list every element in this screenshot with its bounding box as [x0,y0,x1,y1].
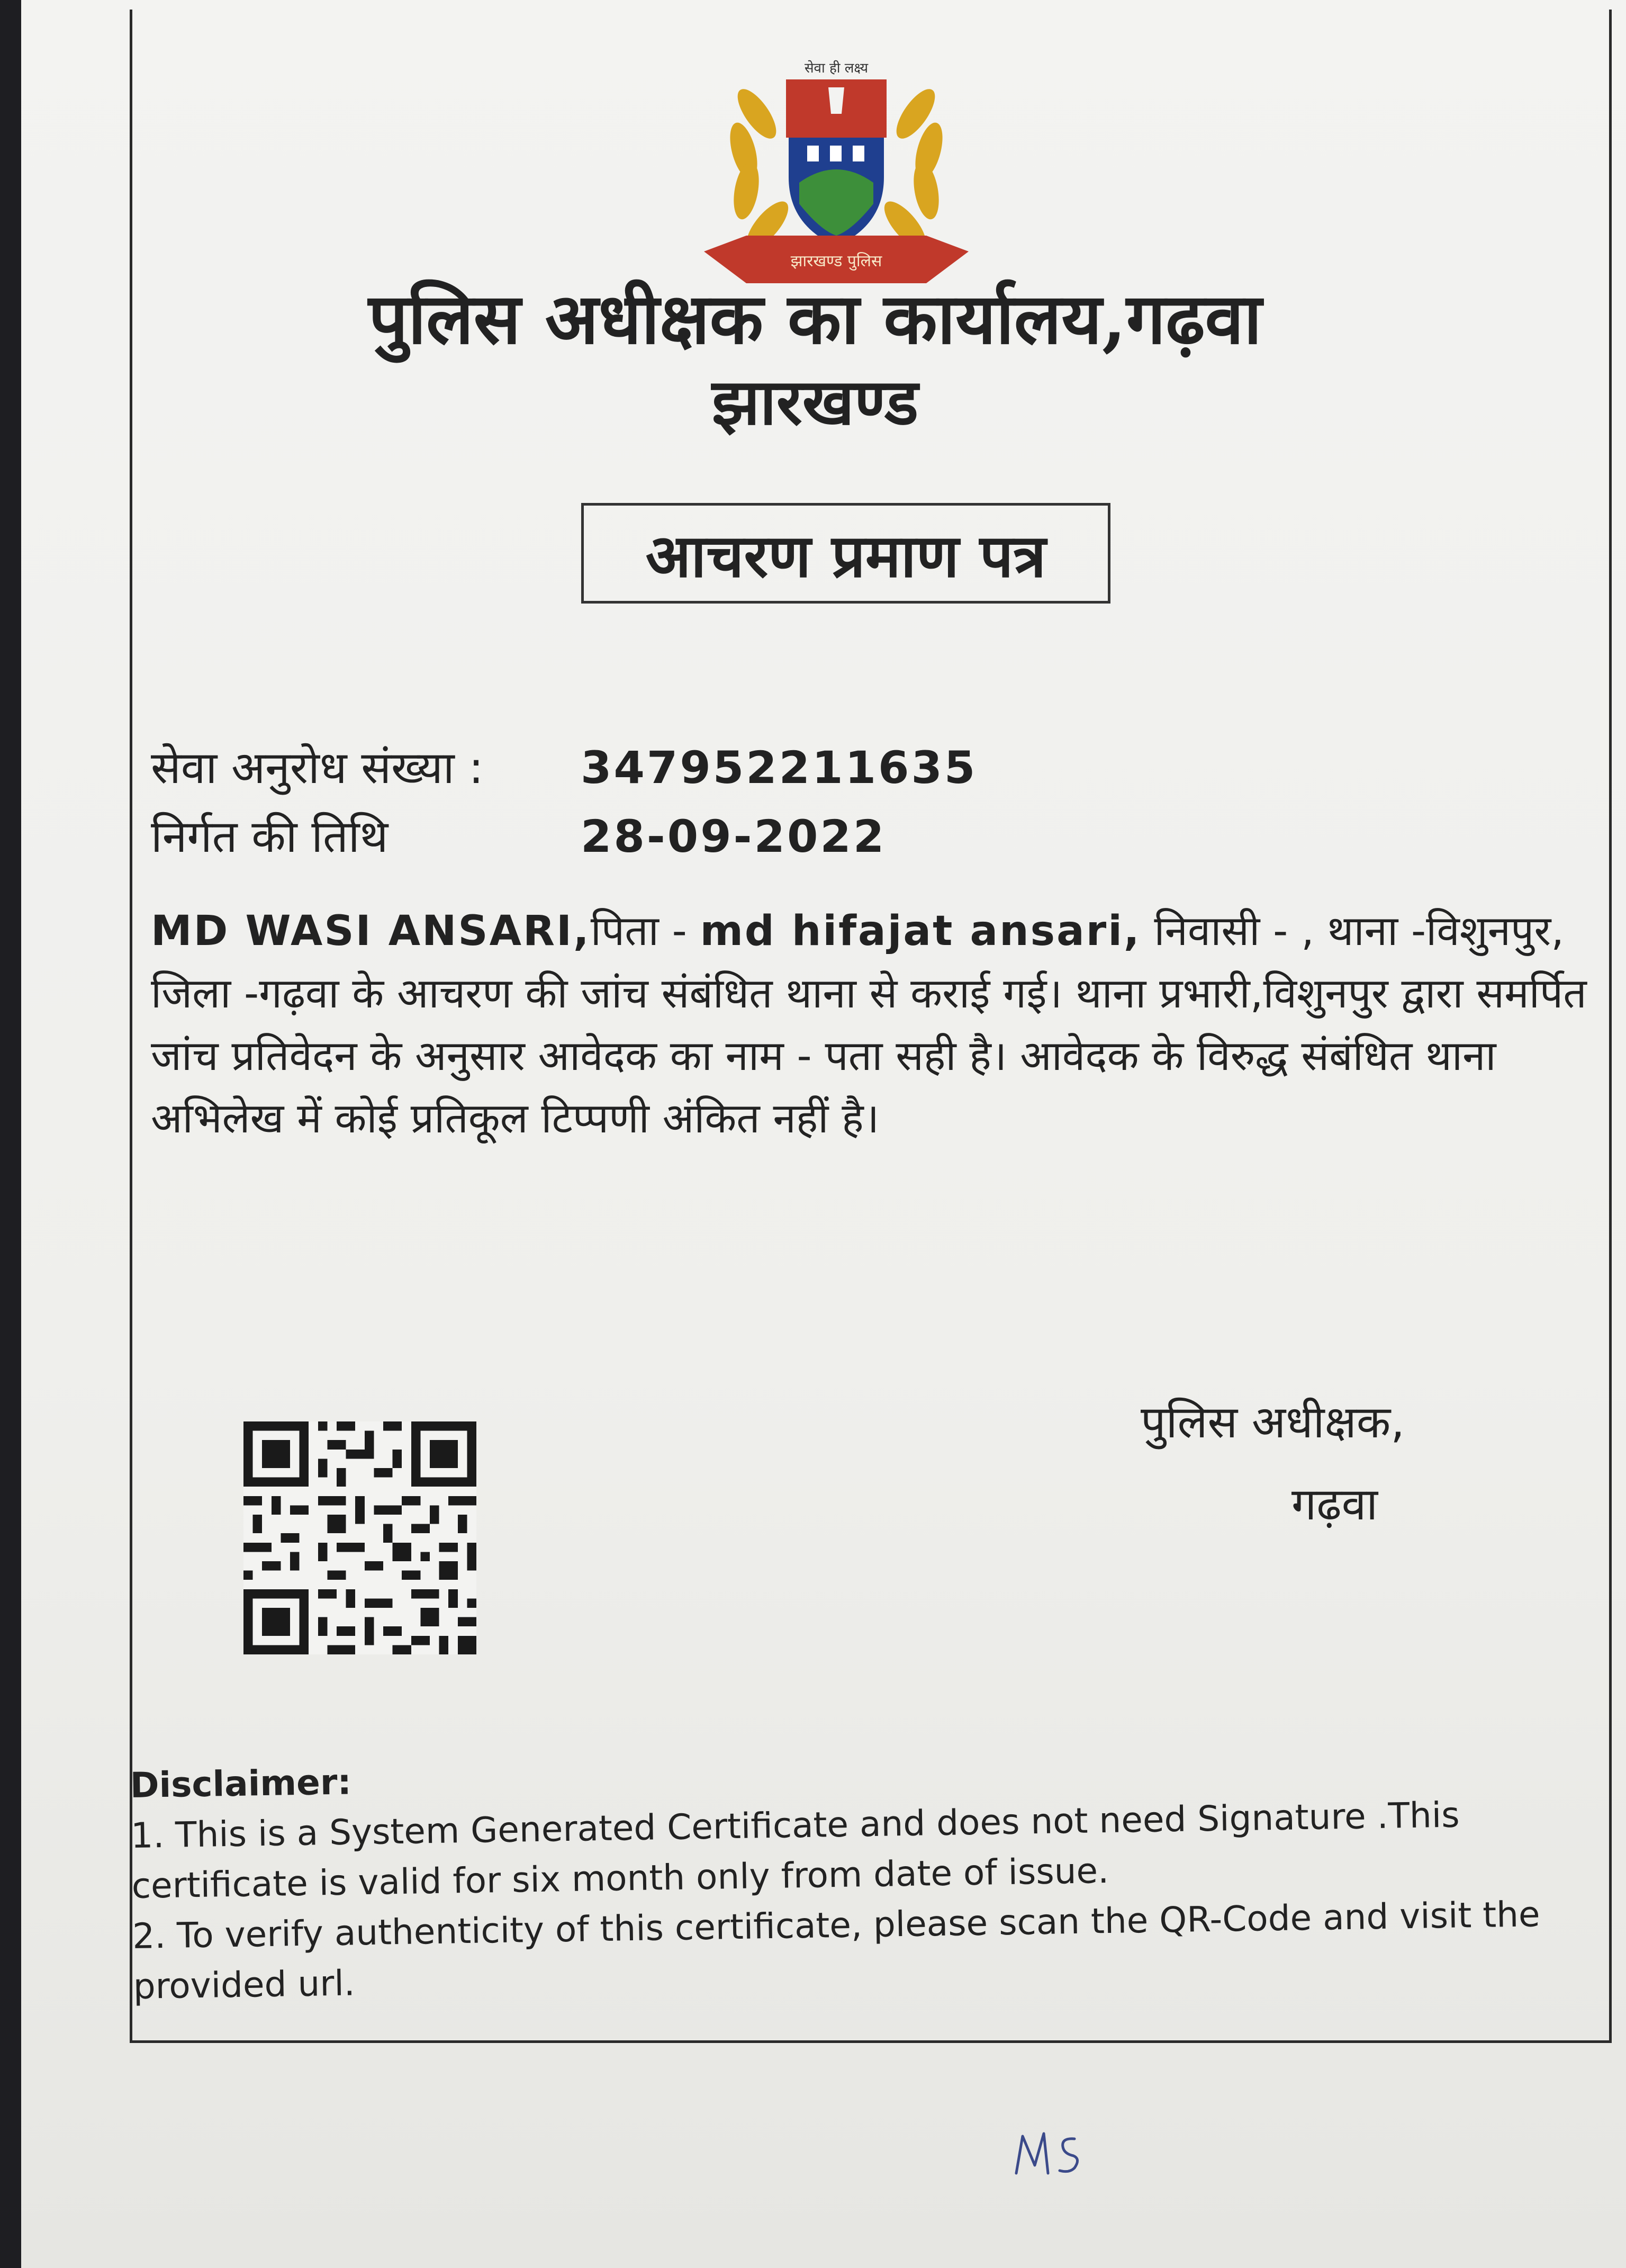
office-title: पुलिस अधीक्षक का कार्यालय,गढ़वा [368,278,1262,360]
verification-qr-code [243,1419,476,1657]
photo-background-edge [0,0,21,2268]
father-label: पिता - [590,907,700,955]
certificate-title: आचरण प्रमाण पत्र [645,521,1046,591]
service-request-label: सेवा अनुरोध संख्या : [151,742,484,794]
body-paragraph: निवासी - , थाना -विशुनपुर, जिला -गढ़वा के आचरण की जांच संबंधित थाना से कराई गई। थाना प्रभारी,विशुनपुर द्वारा समर्पित जांच प्रतिवेदन के अनुसार आवेदक का नाम - पता सही है। आवेदक के विरुद्ध संबंधित थाना अभिलेख में कोई प्रतिकूल टिप्पणी अंकित नहीं है। [151,907,1587,1142]
certificate-body [151,900,1601,1150]
issue-date-value: 28-09-2022 [581,811,887,862]
disclaimer-point-2: 2. To verify authenticity of this certificate, please scan the QR-Code and visit the provided url. [132,1894,1541,2007]
svg-text:झारखण्ड पुलिस: झारखण्ड पुलिस [790,252,882,271]
certificate-title-box [581,503,1110,604]
disclaimer-point-1: 1. This is a System Generated Certificate and does not need Signature .This certificate is valid for six month only from date of issue. [130,1794,1460,1906]
disclaimer-section [130,1738,1562,2012]
svg-text:सेवा ही लक्ष्य: सेवा ही लक्ष्य [804,60,869,76]
issue-date-row [151,807,887,866]
handwritten-initials-signature [1011,2123,1096,2181]
service-request-row [151,739,978,797]
signatory-designation: पुलिस अधीक्षक, [1141,1396,1405,1448]
state-name: झारखण्ड [711,365,919,439]
signatory-district: गढ़वा [1291,1478,1378,1530]
issue-date-label: निर्गत की तिथि [151,811,389,862]
applicant-name: MD WASI ANSARI, [151,907,591,955]
disclaimer-heading: Disclaimer: [130,1761,352,1806]
father-name: md hifajat ansari, [700,907,1141,955]
jharkhand-police-emblem [693,50,979,294]
service-request-number: 347952211635 [581,742,978,794]
certificate-paper [21,0,1626,2268]
